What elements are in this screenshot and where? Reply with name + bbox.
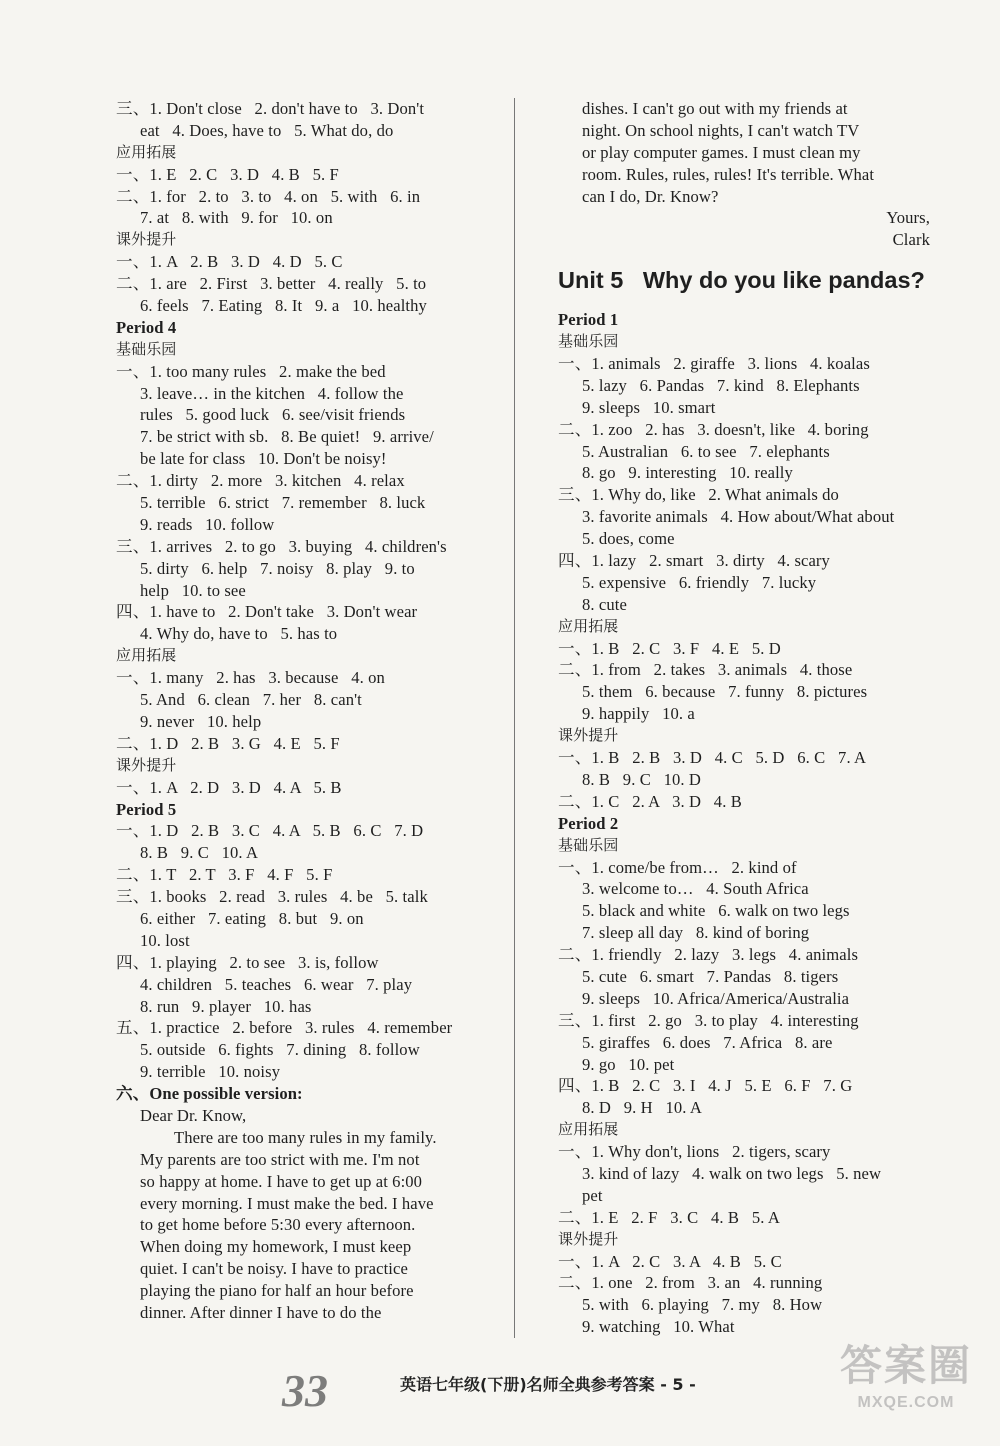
answer-line: 5. giraffes 6. does 7. Africa 8. are [582,1032,833,1052]
watermark-url: MXQE.COM [857,1394,955,1411]
period-heading: Period 1 [558,310,619,330]
answer-line: 6. feels 7. Eating 8. It 9. a 10. healthy [140,296,427,316]
answer-line: 5. dirty 6. help 7. noisy 8. play 9. to [140,558,415,578]
section-heading: 基础乐园 [116,339,177,358]
answer-line: playing the piano for half an hour before [140,1281,414,1301]
answer-line: 三、1. Why do, like 2. What animals do [558,485,839,505]
answer-line: Clark [892,230,930,250]
footer-title: 英语七年级(下册)名师全典参考答案 - 5 - [400,1375,696,1394]
answer-line: can I do, Dr. Know? [582,186,719,206]
answer-line: 3. kind of lazy 4. walk on two legs 5. new [582,1163,882,1183]
answer-line: 9. sleeps 10. Africa/America/Australia [582,988,850,1008]
answer-line: Yours, [886,208,930,228]
answer-line: 二、1. are 2. First 3. better 4. really 5. to [116,274,427,294]
answer-line: 4. Why do, have to 5. has to [140,624,338,644]
answer-line: 五、1. practice 2. before 3. rules 4. remember [116,1018,453,1038]
answer-line: 8. B 9. C 10. A [140,843,259,863]
answer-line: 7. sleep all day 8. kind of boring [582,923,810,943]
answer-line: dinner. After dinner I have to do the [140,1302,382,1322]
answer-line: 一、1. Why don't, lions 2. tigers, scary [558,1142,831,1162]
answer-line: 9. terrible 10. noisy [140,1062,281,1082]
answer-line: night. On school nights, I can't watch TV [582,120,860,140]
answer-line: 一、1. A 2. B 3. D 4. D 5. C [116,252,343,272]
answer-line: 四、1. B 2. C 3. I 4. J 5. E 6. F 7. G [558,1076,853,1096]
answer-line: 一、1. B 2. C 3. F 4. E 5. D [558,638,781,658]
answer-line: 8. run 9. player 10. has [140,996,312,1016]
answer-line: 9. reads 10. follow [140,514,275,534]
section-heading: 课外提升 [558,1229,619,1248]
answer-line: every morning. I must make the bed. I have [140,1193,434,1213]
answer-line: room. Rules, rules, rules! It's terrible. What [582,164,875,184]
answer-line: rules 5. good luck 6. see/visit friends [140,405,406,425]
answer-line: 5. expensive 6. friendly 7. lucky [582,572,817,592]
answer-line: 一、1. come/be from… 2. kind of [558,857,797,877]
period-heading: Period 2 [558,813,619,833]
answer-line: 三、1. Don't close 2. don't have to 3. Don't [116,99,425,118]
answer-line: 9. sleeps 10. smart [582,397,716,417]
answer-line: 二、1. E 2. F 3. C 4. B 5. A [558,1207,780,1227]
answer-line: My parents are too strict with me. I'm not [140,1149,420,1169]
answer-line: 5. cute 6. smart 7. Pandas 8. tigers [582,966,839,986]
answer-line: 8. B 9. C 10. D [582,769,701,789]
answer-line: 9. happily 10. a [582,704,695,724]
answer-line: When doing my homework, I must keep [140,1237,412,1257]
answer-line: 二、1. dirty 2. more 3. kitchen 4. relax [116,471,405,491]
answer-line: 8. cute [582,594,627,614]
answer-line: 3. welcome to… 4. South Africa [582,879,809,899]
answer-line: eat 4. Does, have to 5. What do, do [140,120,394,140]
answer-line: 四、1. lazy 2. smart 3. dirty 4. scary [558,551,830,571]
answer-line: 一、1. B 2. B 3. D 4. C 5. D 6. C 7. A [558,748,867,768]
left-column [116,98,486,1324]
answer-line: 8. go 9. interesting 10. really [582,463,793,483]
answer-line: 5. does, come [582,529,675,549]
answer-line: 10. lost [140,930,190,950]
answer-line: 5. Australian 6. to see 7. elephants [582,441,830,461]
section-heading: 应用拓展 [116,142,177,161]
answer-line: 8. D 9. H 10. A [582,1098,702,1118]
answer-line: 5. terrible 6. strict 7. remember 8. luck [140,493,426,513]
answer-line: 一、1. D 2. B 3. C 4. A 5. B 6. C 7. D [116,821,424,841]
section-heading: 基础乐园 [558,835,619,854]
answer-line: 三、1. first 2. go 3. to play 4. interesting [558,1010,859,1030]
answer-line: 7. be strict with sb. 8. Be quiet! 9. arrive/ [140,427,434,447]
answer-line: quiet. I can't be noisy. I have to practice [140,1259,408,1279]
answer-line: be late for class 10. Don't be noisy! [140,449,387,469]
answer-line: 二、1. one 2. from 3. an 4. running [558,1273,823,1293]
answer-line: pet [582,1185,603,1205]
answer-line: 二、1. D 2. B 3. G 4. E 5. F [116,733,340,753]
period-heading: Period 4 [116,317,177,337]
section-heading: 基础乐园 [558,332,619,351]
answer-line: 7. at 8. with 9. for 10. on [140,208,333,228]
section-heading: 应用拓展 [558,616,619,635]
letter-continuation [558,98,930,251]
answer-line: There are too many rules in my family. [174,1127,437,1147]
answer-line: 一、1. A 2. C 3. A 4. B 5. C [558,1251,782,1271]
right-column [558,98,930,1338]
answer-line: 9. watching 10. What [582,1317,735,1337]
answer-line: 一、1. many 2. has 3. because 4. on [116,668,385,688]
answer-line: 5. with 6. playing 7. my 8. How [582,1295,823,1315]
period-heading: 六、One possible version: [116,1084,303,1104]
answer-line: Dear Dr. Know, [140,1105,247,1125]
answer-line: 一、1. E 2. C 3. D 4. B 5. F [116,164,339,184]
answer-line: dishes. I can't go out with my friends at [582,99,848,118]
answer-line: 5. And 6. clean 7. her 8. can't [140,690,362,710]
answer-line: 二、1. from 2. takes 3. animals 4. those [558,660,853,680]
answer-line: 二、1. zoo 2. has 3. doesn't, like 4. boring [558,419,869,439]
section-heading: 课外提升 [116,230,177,249]
answer-line: 一、1. animals 2. giraffe 3. lions 4. koalas [558,354,870,374]
answer-line: so happy at home. I have to get up at 6:00 [140,1171,423,1191]
section-heading: 应用拓展 [116,646,177,665]
answer-line: 3. leave… in the kitchen 4. follow the [140,383,404,403]
period-heading: Period 5 [116,799,177,819]
answer-line: 9. never 10. help [140,711,262,731]
answer-line: 5. black and white 6. walk on two legs [582,901,850,921]
answer-line: or play computer games. I must clean my [582,142,861,162]
page-logo-number: 33 [282,1365,328,1416]
watermark-main-text: 答案圈 [839,1341,972,1390]
unit-5-answers [558,309,930,1338]
answer-line: 三、1. arrives 2. to go 3. buying 4. children's [116,536,447,556]
answer-line: 4. children 5. teaches 6. wear 7. play [140,974,413,994]
answer-line: 5. them 6. because 7. funny 8. pictures [582,682,868,702]
answer-line: 6. either 7. eating 8. but 9. on [140,908,364,928]
section-heading: 课外提升 [558,726,619,745]
answer-line: 一、1. too many rules 2. make the bed [116,361,386,381]
answer-line: 二、1. friendly 2. lazy 3. legs 4. animals [558,945,859,965]
section-heading: 应用拓展 [558,1120,619,1139]
answer-line: 9. go 10. pet [582,1054,675,1074]
answer-line: 三、1. books 2. read 3. rules 4. be 5. talk [116,887,428,907]
answer-line: help 10. to see [140,580,246,600]
answer-line: 二、1. for 2. to 3. to 4. on 5. with 6. in [116,186,421,206]
section-heading: 课外提升 [116,755,177,774]
answer-line: 3. favorite animals 4. How about/What about [582,507,895,527]
answer-line: 四、1. playing 2. to see 3. is, follow [116,952,379,972]
watermark-logo [826,1338,986,1438]
answer-line: 二、1. C 2. A 3. D 4. B [558,791,742,811]
answer-line: 一、1. A 2. D 3. D 4. A 5. B [116,777,342,797]
unit-heading: Unit 5 Why do you like pandas? [558,267,925,294]
answer-line: to get home before 5:30 every afternoon. [140,1215,416,1235]
column-divider [514,98,515,1338]
answer-line: 二、1. T 2. T 3. F 4. F 5. F [116,865,333,885]
answer-line: 5. outside 6. fights 7. dining 8. follow [140,1040,420,1060]
answer-line: 四、1. have to 2. Don't take 3. Don't wear [116,602,418,622]
answer-line: 5. lazy 6. Pandas 7. kind 8. Elephants [582,375,860,395]
